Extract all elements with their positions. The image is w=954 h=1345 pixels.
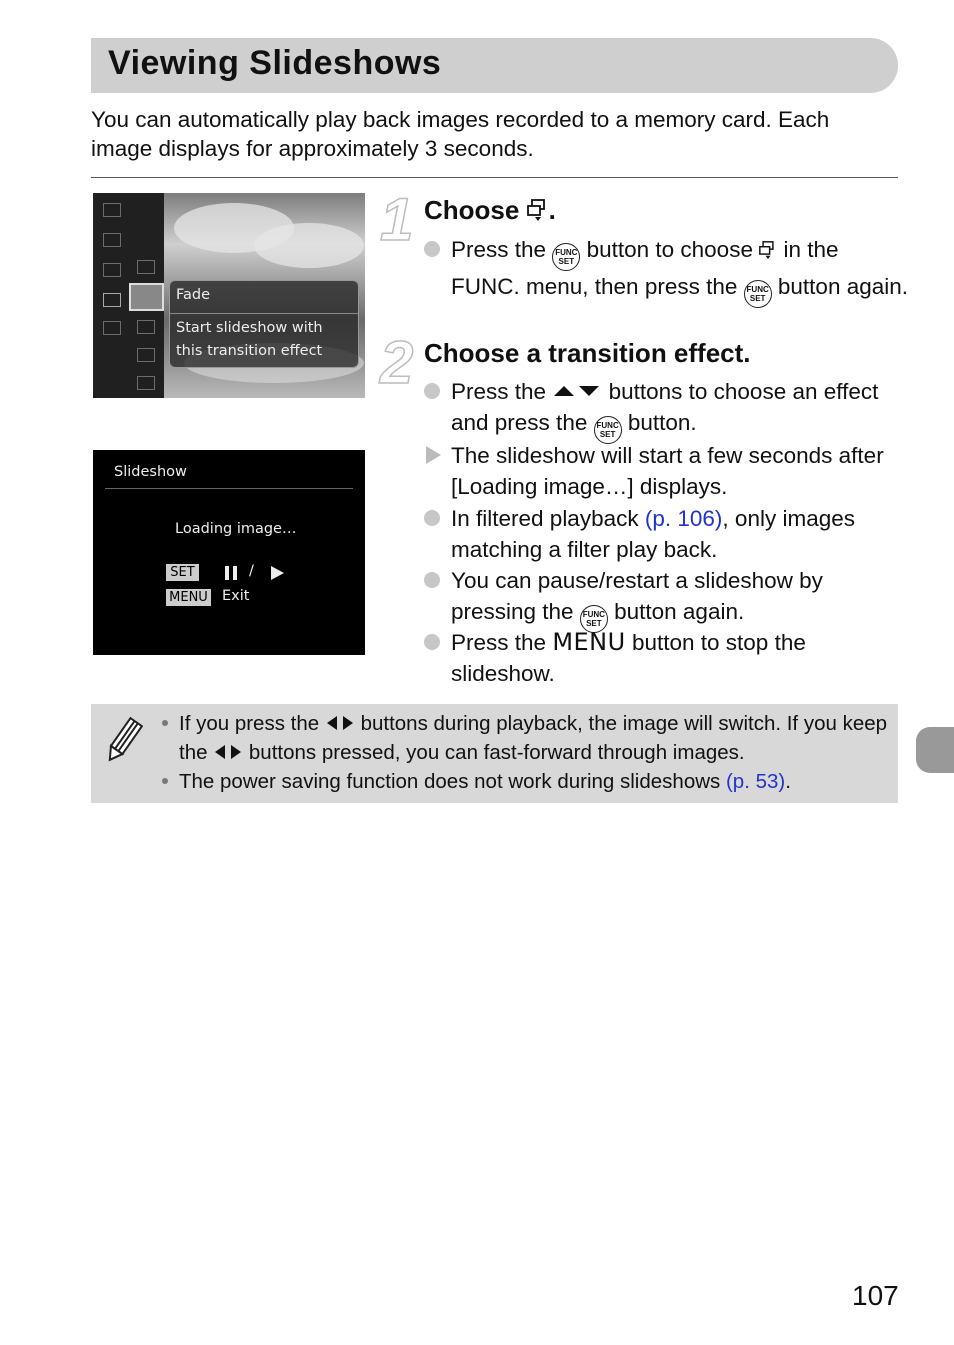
- page-106-link[interactable]: (p. 106): [644, 506, 723, 531]
- step-1-heading: Choose .: [424, 195, 556, 225]
- step-2-number: 2: [380, 329, 414, 396]
- divider: [91, 177, 898, 178]
- exit-label: Exit: [222, 588, 250, 604]
- page-53-link[interactable]: (p. 53): [725, 770, 786, 793]
- left-right-arrows-icon: [213, 744, 243, 760]
- slideshow-icon: [759, 240, 777, 260]
- step-2-bullet-5: Press the MENU button to stop the slideshow.: [451, 627, 911, 689]
- step-2-bullet-4: You can pause/restart a slideshow by pressing the FUNC SET button again.: [451, 565, 911, 633]
- func-set-icon: FUNC SET: [744, 280, 772, 308]
- set-badge: SET: [166, 564, 199, 581]
- pencil-icon: [103, 716, 143, 766]
- page-number: 107: [852, 1280, 899, 1311]
- note-item-2: The power saving function does not work during slideshows (p. 53).: [179, 767, 894, 796]
- menu-badge: MENU: [166, 589, 211, 606]
- menu-button-label: MENU: [552, 628, 626, 656]
- func-menu-screenshot: [93, 193, 365, 398]
- chapter-tab: [916, 727, 954, 773]
- left-right-arrows-icon: [325, 715, 355, 731]
- step-1-bullet: Press the FUNC SET button to choose in the FUNC. menu, then press the FUNC SET button again.: [451, 234, 911, 308]
- slideshow-title: Slideshow: [114, 464, 187, 480]
- slideshow-icon: [527, 198, 549, 222]
- func-set-icon: FUNC SET: [580, 605, 608, 633]
- popup-title: Fade: [176, 287, 211, 303]
- step-2-bullet-1: Press the buttons to choose an effect and press the FUNC SET button.: [451, 376, 911, 444]
- play-icon: [271, 566, 284, 580]
- step-2-bullet-2: The slideshow will start a few seconds after [Loading image…] displays.: [451, 440, 911, 502]
- up-down-arrows-icon: [552, 383, 602, 399]
- step-1-number: 1: [380, 186, 414, 253]
- intro-paragraph: You can automatically play back images recorded to a memory card. Each image displays for approximately 3 seconds.: [91, 107, 830, 161]
- loading-text: Loading image…: [175, 521, 297, 537]
- popup-line1: Start slideshow with: [176, 320, 323, 336]
- func-set-icon: FUNC SET: [594, 416, 622, 444]
- popup-line2: this transition effect: [176, 343, 323, 359]
- slideshow-screenshot: Slideshow Loading image… SET / MENU Exit: [93, 450, 365, 655]
- step-2-bullet-3: In filtered playback (p. 106), only images matching a filter play back.: [451, 503, 911, 565]
- note-box: [91, 704, 898, 803]
- func-set-icon: FUNC SET: [552, 243, 580, 271]
- page-title: Viewing Slideshows: [108, 44, 442, 82]
- step-2-heading: Choose a transition effect.: [424, 338, 751, 368]
- note-item-1: If you press the buttons during playback, the image will switch. If you keep the buttons pressed, you can fast-forward through images.: [179, 709, 894, 767]
- selected-fade-icon: [129, 283, 164, 311]
